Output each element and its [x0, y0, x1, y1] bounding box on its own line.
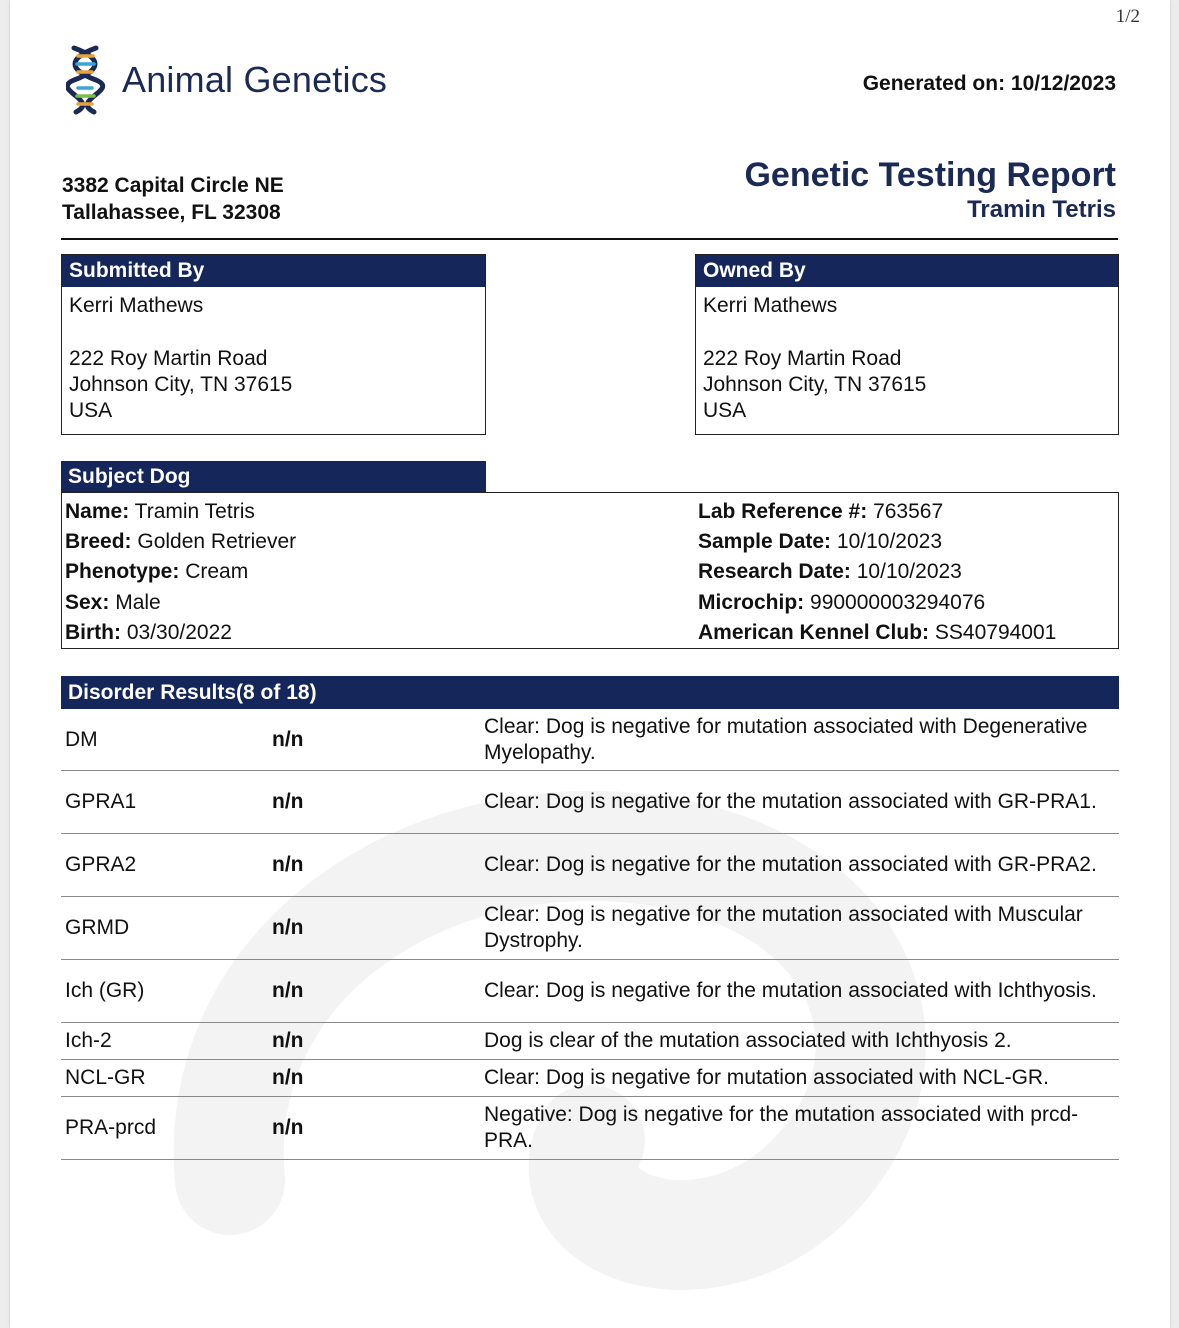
subject-dog-heading: Subject Dog — [61, 461, 486, 493]
table-row — [61, 709, 1119, 771]
dog-sex-row — [65, 588, 296, 618]
genotype: n/n — [272, 1116, 304, 1139]
genotype: n/n — [272, 916, 304, 939]
header-divider — [61, 238, 1118, 240]
table-row — [61, 1060, 1119, 1097]
disorder-name: Ich-2 — [65, 1029, 112, 1052]
field-label: Research Date: — [698, 560, 851, 584]
result-text: Clear: Dog is negative for the mutation associated with Muscular Dystrophy. — [484, 903, 1083, 952]
genotype: n/n — [272, 1029, 304, 1052]
brand-name: Animal Genetics — [122, 59, 388, 100]
dog-name-row — [65, 497, 296, 527]
genotype: n/n — [272, 727, 304, 751]
dog-breed-row — [65, 527, 296, 557]
field-value: 10/10/2023 — [836, 530, 942, 554]
lab-address-line1: 3382 Capital Circle NE — [62, 174, 284, 197]
disorder-name: NCL-GR — [65, 1066, 146, 1089]
field-label: Sample Date: — [698, 530, 832, 554]
dna-helix-icon — [66, 42, 106, 118]
dog-birth-row — [65, 618, 296, 648]
report-page — [10, 0, 1170, 1328]
field-label: Microchip: — [698, 590, 805, 614]
field-label: Phenotype: — [65, 560, 180, 584]
disorder-name: PRA-prcd — [65, 1116, 157, 1139]
submitted-by-box — [61, 254, 486, 435]
field-value: Cream — [185, 560, 249, 584]
result-text: Clear: Dog is negative for the mutation associated with GR-PRA2. — [484, 853, 1097, 876]
research-date-row — [698, 557, 1056, 587]
submitted-by-heading: Submitted By — [62, 255, 485, 287]
disorder-name: DM — [65, 727, 98, 751]
field-label: Lab Reference #: — [698, 500, 868, 523]
lab-reference-row — [698, 497, 1056, 527]
disorder-name: GRMD — [65, 916, 130, 939]
field-value: Male — [115, 590, 161, 614]
field-label: Breed: — [65, 530, 132, 554]
disorder-results-table — [61, 709, 1119, 1160]
brand-logo — [66, 42, 387, 118]
field-label: Birth: — [65, 620, 121, 644]
field-label: Sex: — [65, 590, 110, 614]
report-subject: Tramin Tetris — [967, 196, 1116, 223]
field-label: American Kennel Club: — [698, 620, 930, 644]
genotype: n/n — [272, 853, 304, 876]
submitted-by-street: 222 Roy Martin Road — [69, 347, 268, 370]
dog-phenotype-row — [65, 557, 296, 587]
field-value: 763567 — [873, 500, 944, 523]
subject-dog-box — [61, 492, 1119, 649]
page-number: 1/2 — [1115, 6, 1140, 27]
owned-by-city: Johnson City, TN 37615 — [703, 373, 927, 396]
owned-by-box — [695, 254, 1119, 435]
lab-address — [62, 172, 284, 226]
genotype: n/n — [272, 790, 304, 813]
field-value: 03/30/2022 — [126, 620, 232, 644]
field-value: Golden Retriever — [137, 530, 297, 554]
report-title: Genetic Testing Report — [744, 156, 1116, 194]
owned-by-country: USA — [703, 399, 747, 422]
submitted-by-country: USA — [69, 399, 113, 422]
table-row — [61, 960, 1119, 1023]
report-heading — [744, 154, 1116, 224]
disorder-name: GPRA1 — [65, 790, 137, 813]
owned-by-name: Kerri Mathews — [703, 294, 838, 317]
owned-by-heading: Owned By — [696, 255, 1118, 287]
result-text: Clear: Dog is negative for the mutation associated with GR-PRA1. — [484, 790, 1097, 813]
result-text: Clear: Dog is negative for the mutation associated with Ichthyosis. — [484, 979, 1097, 1002]
generated-date: Generated on: 10/12/2023 — [862, 72, 1116, 95]
disorder-results-heading: Disorder Results(8 of 18) — [61, 676, 1119, 709]
table-row — [61, 834, 1119, 897]
table-row — [61, 1023, 1119, 1060]
field-value: SS40794001 — [934, 620, 1057, 644]
field-value: 10/10/2023 — [856, 560, 962, 584]
table-row — [61, 1097, 1119, 1160]
sample-date-row — [698, 527, 1056, 557]
field-label: Name: — [65, 500, 130, 523]
field-value: Tramin Tetris — [134, 500, 255, 523]
result-text: Clear: Dog is negative for mutation associated with NCL-GR. — [484, 1066, 1049, 1089]
result-text: Negative: Dog is negative for the mutation associated with prcd-PRA. — [484, 1103, 1079, 1152]
akc-row — [698, 618, 1056, 648]
table-row — [61, 897, 1119, 960]
microchip-row — [698, 588, 1056, 618]
submitted-by-name: Kerri Mathews — [69, 294, 204, 317]
result-text: Clear: Dog is negative for mutation associated with Degenerative Myelopathy. — [484, 714, 1088, 764]
disorder-name: GPRA2 — [65, 853, 137, 876]
genotype: n/n — [272, 1066, 304, 1089]
disorder-name: Ich (GR) — [65, 979, 145, 1002]
subject-dog-left-column — [65, 497, 296, 648]
lab-address-line2: Tallahassee, FL 32308 — [62, 201, 281, 224]
submitted-by-city: Johnson City, TN 37615 — [69, 373, 293, 396]
result-text: Dog is clear of the mutation associated with Ichthyosis 2. — [484, 1029, 1012, 1052]
table-row — [61, 771, 1119, 834]
field-value: 990000003294076 — [810, 590, 986, 614]
genotype: n/n — [272, 979, 304, 1002]
subject-dog-right-column — [698, 497, 1056, 648]
owned-by-street: 222 Roy Martin Road — [703, 347, 902, 370]
